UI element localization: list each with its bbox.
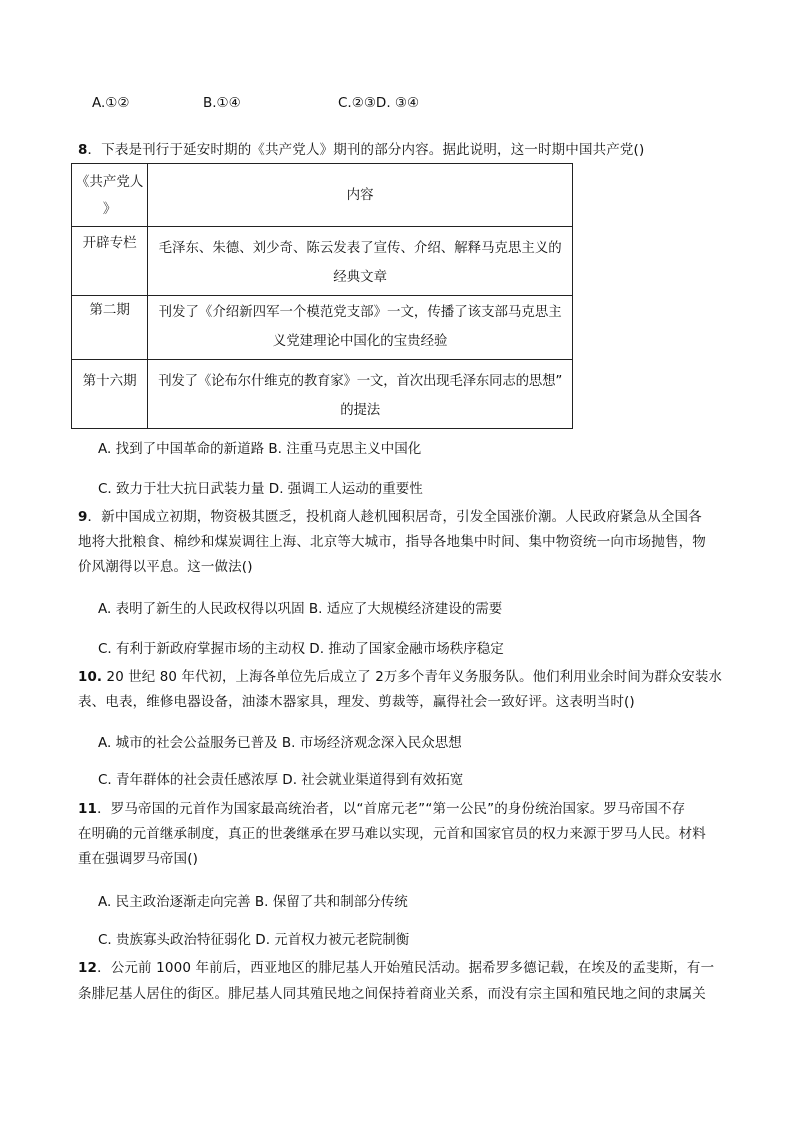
q10-options-ab: A. 城市的社会公益服务已普及 B. 市场经济观念深入民众思想 <box>98 735 462 751</box>
q8-table <box>71 163 573 429</box>
table-row <box>72 296 573 360</box>
q8-table-row2-content <box>148 296 573 360</box>
q11-line3: 重在强调罗马帝国() <box>78 851 199 867</box>
q9-line1 <box>78 505 702 525</box>
q8-options-ab: A. 找到了中国革命的新道路 B. 注重马克思主义中国化 <box>98 441 422 457</box>
q10-line1-text: 20 世纪 80 年代初，上海各单位先后成立了 2万多个青年义务服务队。他们利用业余时间为群众安装水 <box>102 669 723 685</box>
q12-line1 <box>78 956 714 976</box>
q10-options-cd: C. 青年群体的社会责任感浓厚 D. 社会就业渠道得到有效拓宽 <box>98 772 464 788</box>
q11-options-ab: A. 民主政治逐渐走向完善 B. 保留了共和制部分传统 <box>98 894 408 910</box>
q8-table-header-col1-line1: 《共产党人 <box>75 174 144 190</box>
q9-number: 9 <box>78 509 88 525</box>
q8-table-row3-content <box>148 360 573 429</box>
q11-line1-text: ．罗马帝国的元首作为国家最高统治者，以“首席元老”“第一公民”的身份统治国家。罗马帝国不存 <box>97 801 686 817</box>
q9-line3: 价风潮得以平息。这一做法() <box>78 559 253 575</box>
q8-table-row1-line2: 经典文章 <box>333 270 388 285</box>
q8-stem <box>78 138 644 158</box>
q8-stem-text: ．下表是刊行于延安时期的《共产党人》期刊的部分内容。据此说明，这一时期中国共产党() <box>87 142 645 158</box>
q7-option-cd: C.②③D. ③④ <box>338 95 420 111</box>
q7-option-a: A.①② <box>92 95 130 111</box>
q9-line1-text: ．新中国成立初期，物资极其匮乏，投机商人趁机囤积居奇，引发全国涨价潮。人民政府紧急从全国各 <box>87 509 702 525</box>
q10-number: 10. <box>78 669 103 685</box>
q11-line1 <box>78 797 685 817</box>
q11-options-cd: C. 贵族寡头政治特征弱化 D. 元首权力被元老院制衡 <box>98 932 410 948</box>
q8-table-row2-line1: 刊发了《介绍新四军一个模范党支部》一文，传播了该支部马克思主 <box>158 305 562 320</box>
q8-table-header-col1-line2: 》 <box>102 201 117 217</box>
q7-option-b: B.①④ <box>203 95 241 111</box>
q8-table-row2-line2: 义党建理论中国化的宝贵经验 <box>272 334 448 349</box>
q8-table-row3-line2: 的提法 <box>340 403 380 418</box>
q8-table-row3-label: 第十六期 <box>72 360 148 429</box>
q8-table-row3-line1: 刊发了《论布尔什维克的教育家》一文，首次出现毛泽东同志的思想” <box>158 374 563 389</box>
q12-line1-text: ．公元前 1000 年前后，西亚地区的腓尼基人开始殖民活动。据希罗多德记载，在埃及的孟斐斯，有一 <box>97 960 715 976</box>
q12-number: 12 <box>78 960 98 976</box>
q8-table-row1-label: 开辟专栏 <box>72 227 148 296</box>
q8-table-row1-content <box>148 227 573 296</box>
table-row <box>72 227 573 296</box>
q11-number: 11 <box>78 801 98 817</box>
q8-table-header-col1 <box>72 164 148 227</box>
q10-line2: 表、电表，维修电器设备，油漆木器家具，理发、剪裁等，赢得社会一致好评。这表明当时() <box>78 694 635 710</box>
q8-table-header-col2 <box>148 164 573 227</box>
q11-line2: 在明确的元首继承制度，真正的世袭继承在罗马难以实现，元首和国家官员的权力来源于罗马人民。材料 <box>78 826 706 842</box>
q8-options-cd: C. 致力于壮大抗日武装力量 D. 强调工人运动的重要性 <box>98 481 423 497</box>
q8-table-row2-label: 第二期 <box>72 296 148 360</box>
q8-table-header-col2-text: 内容 <box>346 186 374 203</box>
q10-line1 <box>78 665 722 685</box>
q8-table-row1-line1: 毛泽东、朱德、刘少奇、陈云发表了宣传、介绍、解释马克思主义的 <box>158 241 562 256</box>
q9-line2: 地将大批粮食、棉纱和煤炭调往上海、北京等大城市，指导各地集中时间、集中物资统一向市场抛售，物 <box>78 534 706 550</box>
table-row <box>72 360 573 429</box>
q9-options-ab: A. 表明了新生的人民政权得以巩固 B. 适应了大规模经济建设的需要 <box>98 601 503 617</box>
q9-options-cd: C. 有利于新政府掌握市场的主动权 D. 推动了国家金融市场秩序稳定 <box>98 641 504 657</box>
q12-line2: 条腓尼基人居住的街区。腓尼基人同其殖民地之间保持着商业关系，而没有宗主国和殖民地之间的隶属关 <box>78 986 706 1002</box>
q8-number: 8 <box>78 142 88 158</box>
